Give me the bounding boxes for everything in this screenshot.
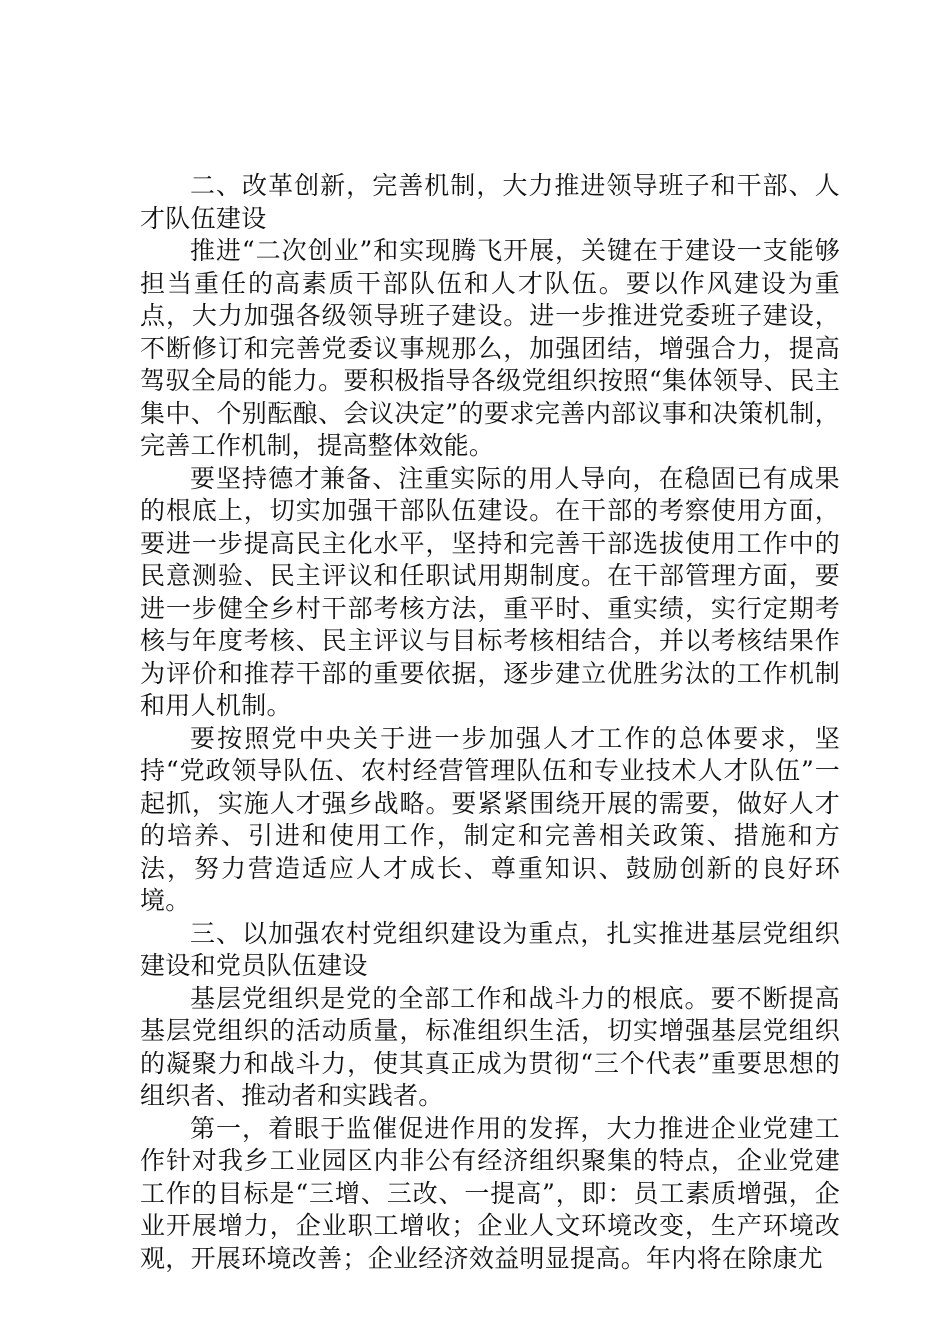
section-heading-2: 二、改革创新，完善机制，大力推进领导班子和干部、人才队伍建设 — [140, 171, 840, 233]
document-page — [140, 170, 840, 1275]
section-heading-3: 三、以加强农村党组织建设为重点，扎实推进基层党组织建设和党员队伍建设 — [140, 918, 840, 980]
paragraph-cadre-building: 要坚持德才兼备、注重实际的用人导向，在稳固已有成果的根底上，切实加强干部队伍建设。在干部的考察使用方面，要进一步提高民主化水平，坚持和完善干部选拔使用工作中的民意测验、民主评议和任职试用期制度。在干部管理方面，要进一步健全乡村干部考核方法，重平时、重实绩，实行定期考核与年度考核、民主评议与目标考核相结合，并以考核结果作为评价和推荐干部的重要依据，逐步建立优胜劣汰的工作机制和用人机制。 — [140, 463, 840, 720]
paragraph-grassroots-organization: 基层党组织是党的全部工作和战斗力的根底。要不断提高基层党组织的活动质量，标准组织生活，切实增强基层党组织的凝聚力和战斗力，使其真正成为贯彻“三个代表”重要思想的组织者、推动者和实践者。 — [140, 983, 840, 1110]
paragraph-talent-strategy: 要按照党中央关于进一步加强人才工作的总体要求，坚持“党政领导队伍、农村经营管理队伍和专业技术人才队伍”一起抓，实施人才强乡战略。要紧紧围绕开展的需要，做好人才的培养、引进和使用工作，制定和完善相关政策、措施和方法，努力营造适应人才成长、尊重知识、鼓励创新的良好环境。 — [140, 723, 840, 915]
paragraph-leadership-building: 推进“二次创业”和实现腾飞开展，关键在于建设一支能够担当重任的高素质干部队伍和人才队伍。要以作风建设为重点，大力加强各级领导班子建设。进一步推进党委班子建设，不断修订和完善党委议事规那么，加强团结，增强合力，提高驾驭全局的能力。要积极指导各级党组织按照“集体领导、民主集中、个别酝酿、会议决定”的要求完善内部议事和决策机制，完善工作机制，提高整体效能。 — [140, 236, 840, 460]
paragraph-enterprise-party-building: 第一，着眼于监催促进作用的发挥，大力推进企业党建工作针对我乡工业园区内非公有经济组织聚集的特点，企业党建工作的目标是“三增、三改、一提高”，即：员工素质增强，企业开展增力，企业职工增收；企业人文环境改变，生产环境改观，开展环境改善；企业经济效益明显提高。年内将在除康尤 — [140, 1113, 840, 1273]
